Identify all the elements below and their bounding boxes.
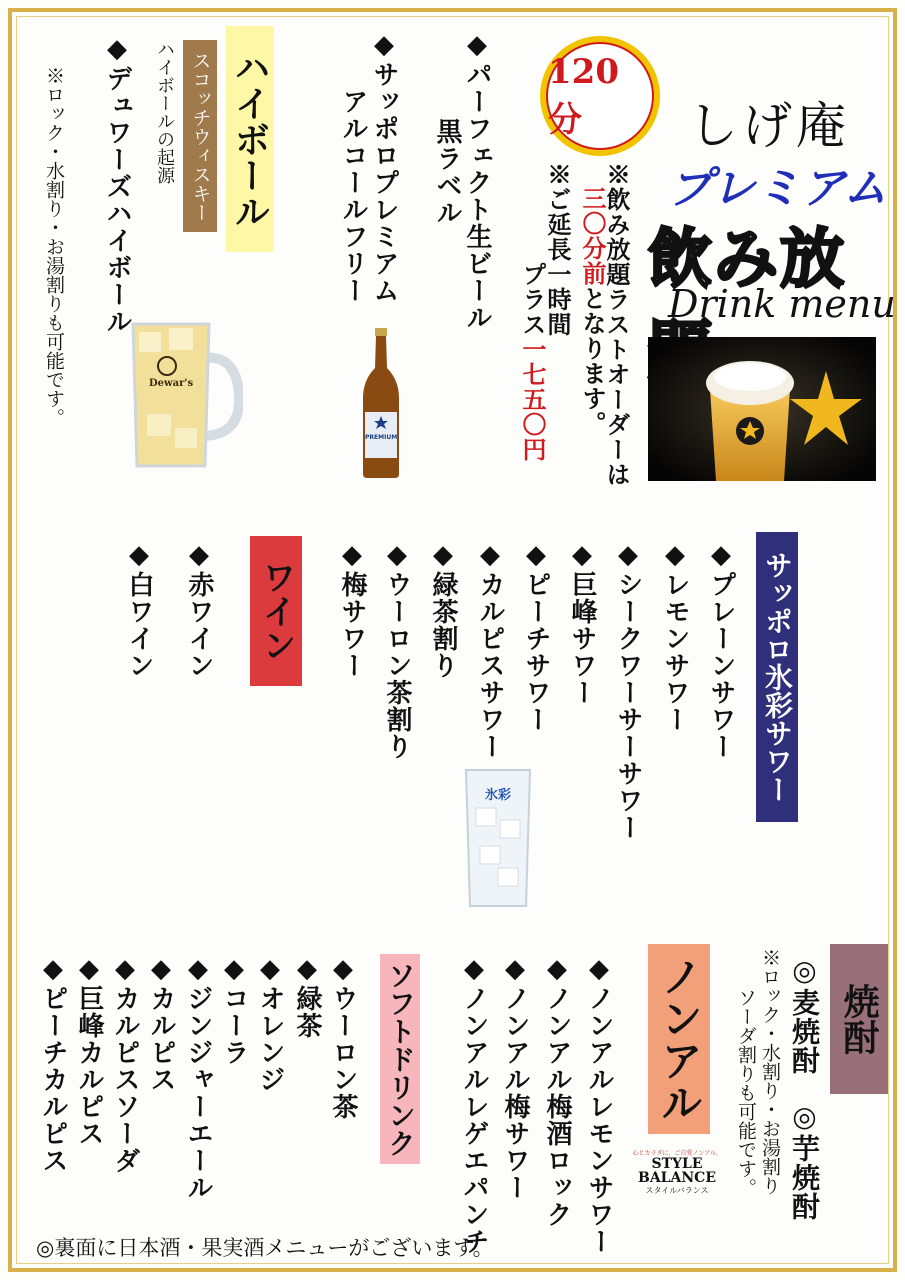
premium-title: プレミアム [668,163,889,214]
shochu-label: 焼酎 [830,944,888,1094]
extension-price-notice: プラス一七五〇円 [518,262,547,462]
highball-glass-image [125,318,243,472]
soft-item-ginger: ◆ジンジャーエール [183,954,213,1201]
beer-hero-image [648,337,876,481]
logo-tagline: 心とカラダに、ご自愛ノンアル。 [632,1150,722,1157]
soft-item-greentea: ◆緑茶 [292,954,322,1039]
plan-title: 飲み放 [648,222,846,297]
sour-item-calpis: ◆カルピスサワー [475,540,505,760]
sour-item-ume: ◆梅サワー [337,540,367,679]
drink-menu-title: Drink menu [668,282,896,326]
nonal-item-reggae: ◆ノンアルレゲエパンチ [459,954,489,1255]
sour-glass-image [462,768,534,908]
soft-item-calpis-soda: ◆カルピスソーダ [110,954,140,1174]
soft-label: ソフトドリンク [380,954,420,1164]
nonal-item-lemon: ◆ノンアルレモンサワー [584,954,614,1255]
beer-mug-icon [648,337,876,481]
extension-price: 一七五〇円 [518,337,547,462]
logo-kana: スタイルバランス [645,1186,709,1195]
shochu-item-imo: ◎芋焼酎 [788,1100,821,1221]
highball-origin: ハイボールの起源 [154,40,175,184]
beer-item-perfect: ◆パーフェクト生ビール [462,30,492,331]
highball-glass-label: Dewar's [149,378,194,389]
highball-label: ハイボール [226,26,274,252]
soft-item-orange: ◆オレンジ [255,954,285,1093]
beer-item-kuro-label: 黒ラベル [432,118,462,226]
sour-item-peach: ◆ピーチサワー [521,540,551,733]
nonal-item-umeshu: ◆ノンアル梅酒ロック [542,954,572,1228]
soft-item-kyoho-calpis: ◆巨峰カルピス [74,954,104,1147]
sour-glass-label: 氷彩 [484,788,511,803]
wine-label: ワイン [250,536,302,686]
last-order-notice: ※飲み放題ラストオーダーは [602,162,631,487]
nonal-item-ume-sour: ◆ノンアル梅サワー [500,954,530,1201]
logo-balance: BALANCE [637,1170,716,1186]
time-badge-label: 120分 [546,42,654,150]
shochu-note-1: ※ロック・水割り・お湯割り [759,948,781,1195]
bottle-label: PREMIUM [365,434,398,441]
soft-item-cola: ◆コーラ [219,954,249,1066]
wine-item-white: ◆白ワイン [124,540,154,679]
nonal-label: ノンアル [648,944,710,1134]
last-order-time: 三〇分前 [578,186,607,286]
last-order-notice-2: 三〇分前となります。 [578,186,607,436]
logo-style: STYLE [651,1156,703,1172]
beer-item-premium: ◆サッポロプレミアム [369,30,399,304]
beer-bottle-image [355,328,407,478]
highball-note: ※ロック・水割り・お湯割りも可能です。 [43,66,65,427]
soft-item-calpis: ◆カルピス [146,954,176,1093]
extension-notice: ※ご延長一時間 [543,162,572,337]
shochu-item-mugi: ◎麦焼酎 [788,954,821,1075]
time-badge [540,36,660,156]
highball-sub-label: スコッチウィスキー [183,40,217,232]
sour-item-greentea: ◆緑茶割り [428,540,458,679]
highball-item-dewars: ◆デュワーズハイボール [102,34,132,335]
sour-label: サッポロ氷彩サワー [756,532,798,822]
sour-item-plain: ◆プレーンサワー [706,540,736,760]
shochu-note-2: ソーダ割りも可能です。 [735,988,757,1197]
sour-item-oolong: ◆ウーロン茶割り [382,540,412,760]
footer-note: ◎裏面に日本酒・果実酒メニューがございます。 [36,1236,494,1260]
sour-item-shikuwasa: ◆シークワーサーサワー [613,540,643,841]
sour-item-kyoho: ◆巨峰サワー [567,540,597,706]
soft-item-oolong: ◆ウーロン茶 [328,954,358,1120]
wine-item-red: ◆赤ワイン [184,540,214,679]
sour-item-lemon: ◆レモンサワー [660,540,690,733]
shop-name: しげ庵 [688,97,850,155]
style-balance-logo [622,1148,732,1196]
soft-item-peach-calpis: ◆ピーチカルピス [38,954,68,1174]
highball-glass-icon [125,318,243,472]
bottle-icon [355,328,407,478]
beer-item-alcohol-free: アルコールフリー [338,88,368,304]
